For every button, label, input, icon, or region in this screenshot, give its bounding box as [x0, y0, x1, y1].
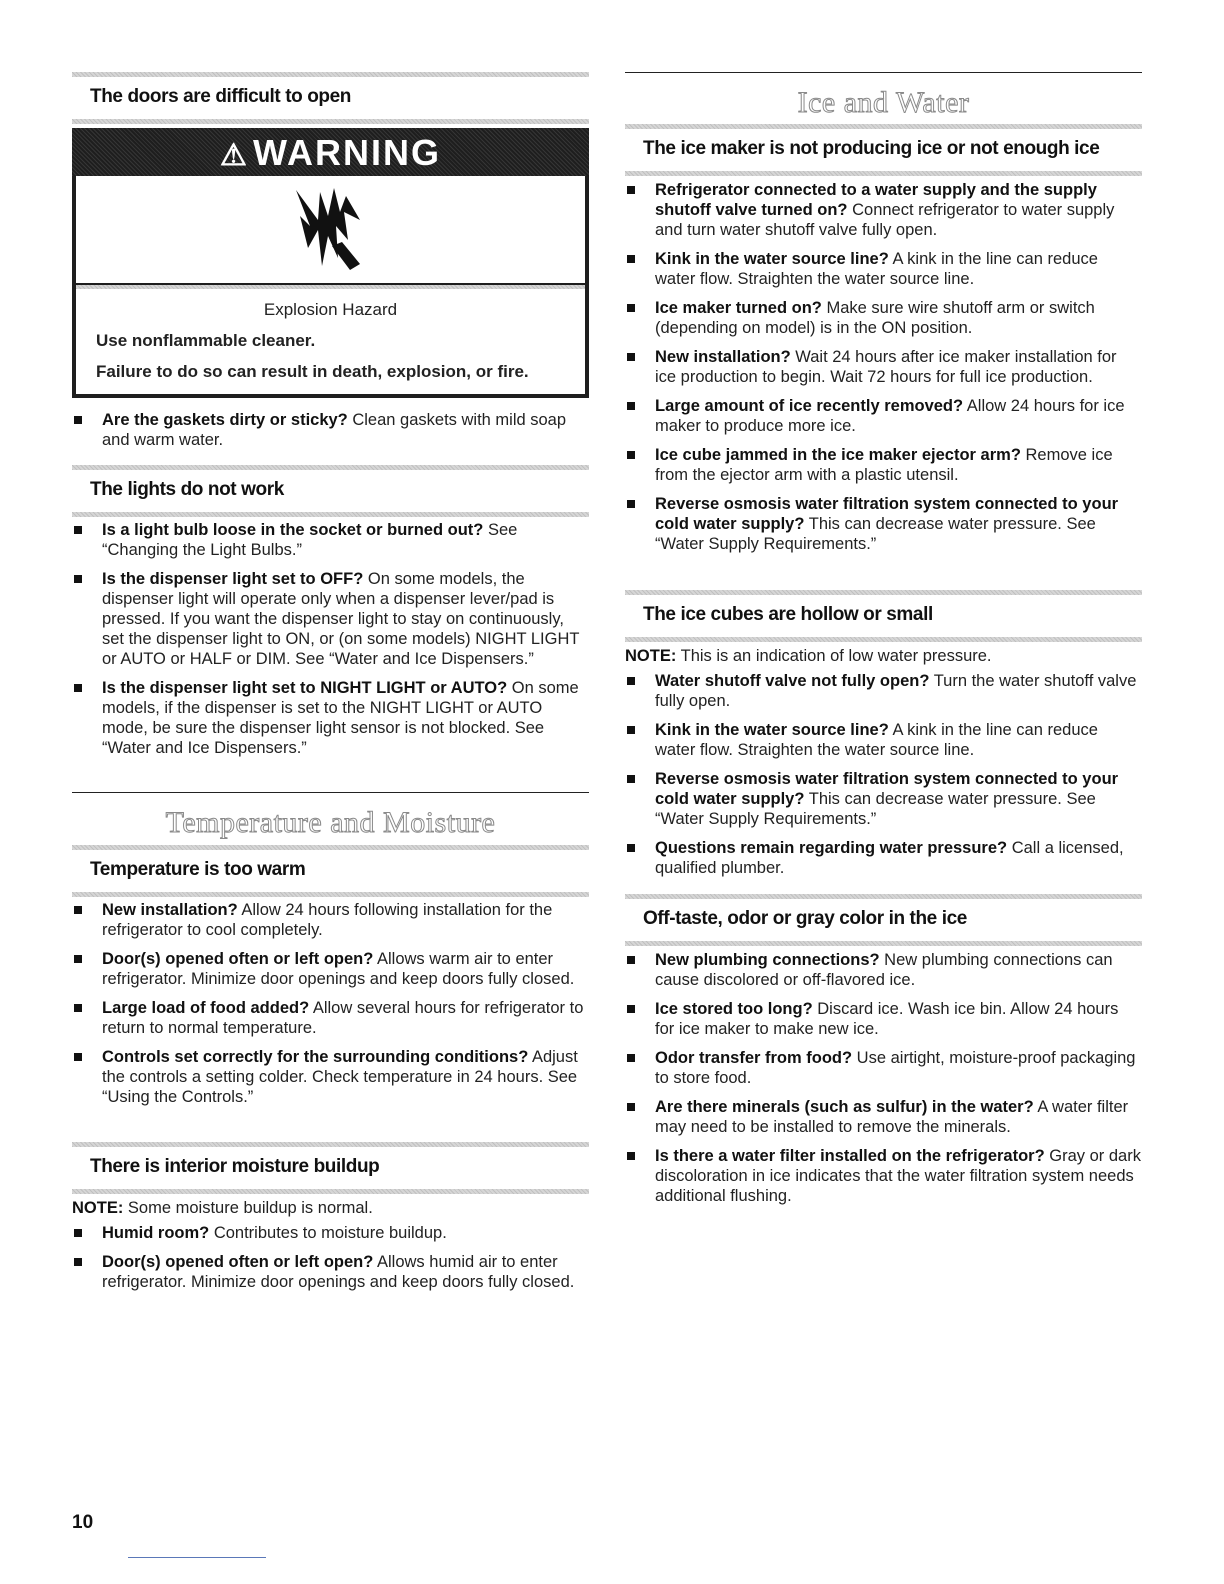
list-item: Ice maker turned on? Make sure wire shutoff arm or switch (depending on model) is in the ON position. [625, 298, 1142, 338]
warning-banner-text: WARNING [252, 132, 441, 173]
list-item: New installation? Allow 24 hours following installation for the refrigerator to cool completely. [72, 900, 589, 940]
warning-banner [72, 128, 589, 176]
list-item: Kink in the water source line? A kink in the line can reduce water flow. Straighten the water source line. [625, 249, 1142, 289]
list-item: Is a light bulb loose in the socket or burned out? See “Changing the Light Bulbs.” [72, 520, 589, 560]
bullet-icon [627, 255, 635, 263]
not-producing-list [625, 180, 1142, 563]
list-item: Refrigerator connected to a water supply and the supply shutoff valve turned on? Connect refrigerator to water supply and turn water shutoff valve fully open. [625, 180, 1142, 240]
offtaste-list [625, 950, 1142, 1215]
bullet-icon [627, 677, 635, 685]
ice-water-section-header [625, 72, 1142, 122]
list-item: Reverse osmosis water filtration system connected to your cold water supply? This can decrease water pressure. See “Water Supply Requirements.” [625, 769, 1142, 829]
warning-icon-area [72, 176, 589, 287]
bullet-icon [74, 1258, 82, 1266]
bullet-icon [74, 906, 82, 914]
bullet-icon [627, 500, 635, 508]
bullet-icon [627, 402, 635, 410]
moisture-note: NOTE: Some moisture buildup is normal. [72, 1199, 373, 1217]
offtaste-heading [625, 894, 1142, 946]
list-item: Ice cube jammed in the ice maker ejector arm? Remove ice from the ejector arm with a plastic utensil. [625, 445, 1142, 485]
lights-heading-text: The lights do not work [90, 479, 284, 500]
moisture-heading-text: There is interior moisture buildup [90, 1156, 380, 1177]
bullet-icon [627, 775, 635, 783]
list-item: Are there minerals (such as sulfur) in the water? A water filter may need to be installed to remove the minerals. [625, 1097, 1142, 1137]
ice-water-section-title: Ice and Water [797, 86, 970, 119]
hollow-heading-text: The ice cubes are hollow or small [643, 604, 933, 625]
list-item: Questions remain regarding water pressure? Call a licensed, qualified plumber. [625, 838, 1142, 878]
warning-line-2: Failure to do so can result in death, explosion, or fire. [96, 362, 529, 381]
not-producing-heading-text: The ice maker is not producing ice or not enough ice [643, 138, 1100, 159]
bullet-icon [627, 304, 635, 312]
bullet-icon [627, 1005, 635, 1013]
bullet-icon [627, 451, 635, 459]
list-item: Controls set correctly for the surrounding conditions? Adjust the controls a setting colder. Check temperature in 24 hours. See “Using the Controls.” [72, 1047, 589, 1107]
warm-list [72, 900, 589, 1116]
bullet-icon [74, 416, 82, 424]
footer-rule [128, 1557, 266, 1558]
list-item: Reverse osmosis water filtration system connected to your cold water supply? This can decrease water pressure. See “Water Supply Requirements.” [625, 494, 1142, 554]
hollow-heading [625, 590, 1142, 642]
list-item: Ice stored too long? Discard ice. Wash ice bin. Allow 24 hours for ice maker to make new ice. [625, 999, 1142, 1039]
list-item: Door(s) opened often or left open? Allows humid air to enter refrigerator. Minimize door openings and keep doors fully closed. [72, 1252, 589, 1292]
list-item: Odor transfer from food? Use airtight, moisture-proof packaging to store food. [625, 1048, 1142, 1088]
warning-box [72, 128, 589, 398]
list-item: Humid room? Contributes to moisture buildup. [72, 1223, 589, 1243]
lights-heading [72, 465, 589, 517]
warning-text-area [72, 285, 589, 398]
bullet-icon [74, 955, 82, 963]
warm-heading-text: Temperature is too warm [90, 859, 306, 880]
warning-line-1: Use nonflammable cleaner. [96, 331, 316, 350]
list-item: Door(s) opened often or left open? Allows warm air to enter refrigerator. Minimize door openings and keep doors fully closed. [72, 949, 589, 989]
bullet-icon [74, 1229, 82, 1237]
list-item: New plumbing connections? New plumbing connections can cause discolored or off-flavored ice. [625, 950, 1142, 990]
bullet-icon [627, 1152, 635, 1160]
list-item: Large load of food added? Allow several hours for refrigerator to return to normal temperature. [72, 998, 589, 1038]
hollow-note: NOTE: This is an indication of low water pressure. [625, 647, 992, 665]
explosion-icon [288, 186, 368, 274]
bullet-icon [627, 726, 635, 734]
bullet-icon [74, 1004, 82, 1012]
list-item: Is the dispenser light set to NIGHT LIGHT or AUTO? On some models, if the dispenser is set to the NIGHT LIGHT or AUTO mode, be sure the dispenser light sensor is not blocked. See “Water and Ice Dispensers.” [72, 678, 589, 758]
list-item: Large amount of ice recently removed? Allow 24 hours for ice maker to produce more ice. [625, 396, 1142, 436]
list-item: Water shutoff valve not fully open? Turn the water shutoff valve fully open. [625, 671, 1142, 711]
bullet-icon [627, 956, 635, 964]
list-item: Is there a water filter installed on the refrigerator? Gray or dark discoloration in ice indicates that the water filtration system needs additional flushing. [625, 1146, 1142, 1206]
temperature-section-title: Temperature and Moisture [165, 806, 496, 839]
bullet-icon [627, 844, 635, 852]
bullet-icon [627, 1054, 635, 1062]
temperature-section-header [72, 792, 589, 842]
bullet-icon [627, 1103, 635, 1111]
bullet-icon [74, 1053, 82, 1061]
doors-list [72, 410, 589, 459]
moisture-list [72, 1223, 589, 1301]
page-number: 10 [72, 1512, 94, 1533]
bullet-icon [627, 186, 635, 194]
bullet-icon [74, 684, 82, 692]
offtaste-heading-text: Off-taste, odor or gray color in the ice [643, 908, 967, 929]
list-item: Are the gaskets dirty or sticky? Clean gaskets with mild soap and warm water. [72, 410, 589, 450]
not-producing-heading [625, 124, 1142, 176]
list-item: Is the dispenser light set to OFF? On some models, the dispenser light will operate only when a dispenser lever/pad is pressed. If you want the dispenser light to stay on continuously, set the dispenser light to ON, or (on some models) NIGHT LIGHT or AUTO or HALF or DIM. See “Water and Ice Dispensers.” [72, 569, 589, 669]
list-item: Kink in the water source line? A kink in the line can reduce water flow. Straighten the water source line. [625, 720, 1142, 760]
warning-hazard: Explosion Hazard [263, 300, 398, 319]
list-item: New installation? Wait 24 hours after ice maker installation for ice production to begin. Wait 72 hours for full ice production. [625, 347, 1142, 387]
hollow-list [625, 671, 1142, 887]
lights-list [72, 520, 589, 767]
moisture-heading [72, 1142, 589, 1194]
bullet-icon [74, 575, 82, 583]
doors-heading-text: The doors are difficult to open [90, 86, 351, 107]
doors-heading [72, 72, 589, 124]
warm-heading [72, 845, 589, 897]
bullet-icon [627, 353, 635, 361]
bullet-icon [74, 526, 82, 534]
warning-triangle-icon: ⚠ [220, 139, 249, 172]
